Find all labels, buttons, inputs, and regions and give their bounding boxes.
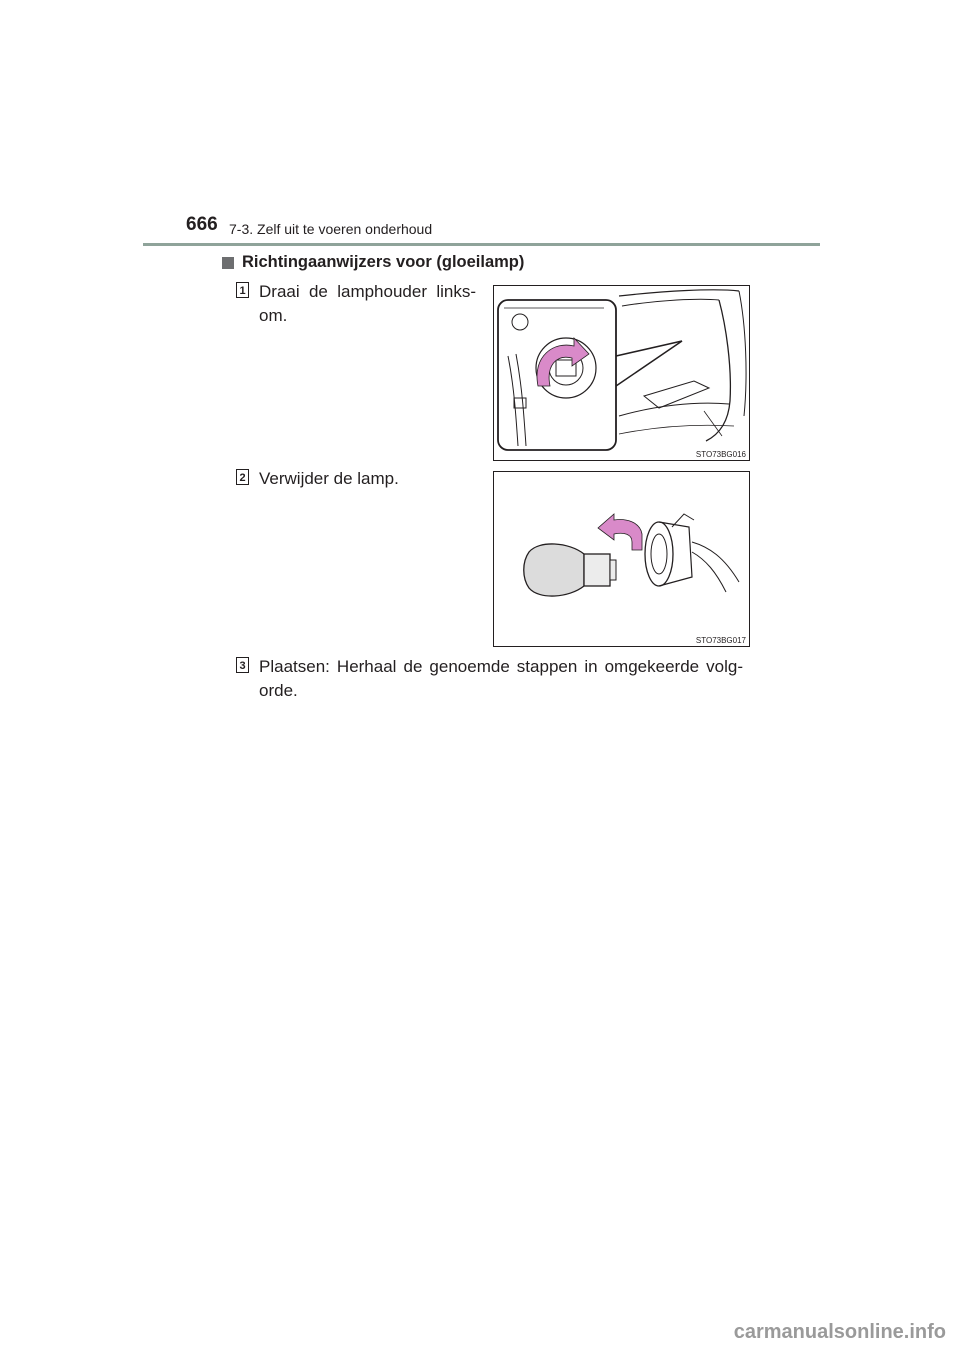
step-2-badge: 2 <box>236 469 249 485</box>
bulb-removal-illustration <box>494 472 749 646</box>
figure-code: STO73BG016 <box>695 450 746 459</box>
lampholder-illustration <box>494 286 749 460</box>
page-number: 666 <box>186 214 218 235</box>
step-3-text: Plaatsen: Herhaal de genoemde stappen in omgekeerde volg-orde. <box>259 657 743 700</box>
subheading <box>222 253 524 272</box>
bulb-glass <box>524 544 584 596</box>
pull-out-arrow-icon <box>598 514 642 550</box>
subheading-text: Richtingaanwijzers voor (gloeilamp) <box>242 253 525 271</box>
header-divider <box>143 243 820 246</box>
step-1-badge: 1 <box>236 282 249 298</box>
step-3-badge: 3 <box>236 657 249 673</box>
section-title: 7-3. Zelf uit te voeren onderhoud <box>229 221 433 237</box>
figure-code: STO73BG017 <box>695 636 746 645</box>
figure-bulb-removal <box>493 471 750 647</box>
square-bullet-icon <box>222 257 234 269</box>
step-2-text: Verwijder de lamp. <box>259 469 399 488</box>
step-1-text: Draai de lamphouder links-om. <box>259 282 476 325</box>
figure-lampholder <box>493 285 750 461</box>
watermark: carmanualsonline.info <box>733 1321 946 1343</box>
